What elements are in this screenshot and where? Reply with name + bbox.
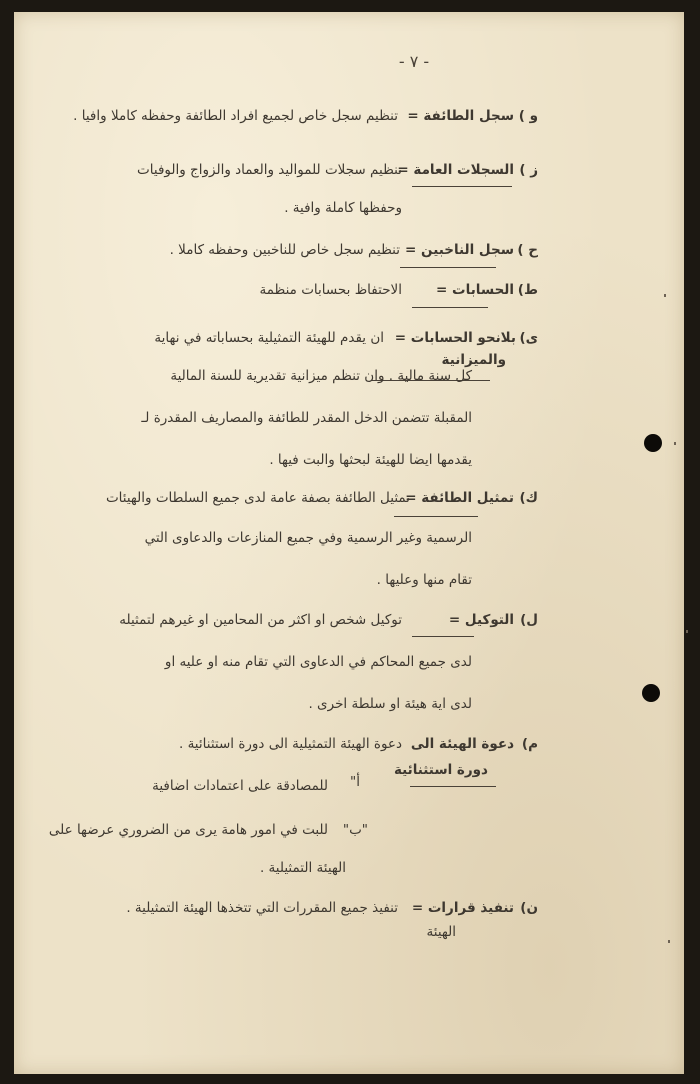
- document-page: [14, 12, 684, 1074]
- item-text: ان يقدم للهيئة التمثيلية بحساباته في نهاية: [154, 330, 384, 346]
- item-text: توكيل شخص او اكثر من المحامين او غيرهم لتمثيله: [119, 612, 402, 628]
- item-heading-second-line: دورة استثنائية: [393, 762, 488, 778]
- margin-mark: [668, 940, 670, 943]
- heading-underline: [412, 636, 474, 637]
- margin-mark: [674, 442, 676, 445]
- item-text: الاحتفاظ بحسابات منظمة: [259, 282, 402, 298]
- item-heading: الحسابات =: [436, 282, 514, 298]
- item-text: تمثيل الطائفة بصفة عامة لدى جميع السلطات والهيئات: [105, 490, 410, 506]
- item-ha: [38, 242, 538, 276]
- item-text: تنفيذ جميع المقررات التي تتخذها الهيئة التمثيلية .: [126, 900, 398, 916]
- item-waw: [38, 108, 538, 142]
- item-marker: ز ): [519, 162, 538, 178]
- item-marker: ل): [520, 612, 538, 628]
- item-marker: ى): [519, 330, 538, 346]
- item-kaf: [38, 490, 538, 524]
- heading-underline: [412, 186, 512, 187]
- item-marker: ن): [520, 900, 538, 916]
- margin-mark: [664, 294, 666, 297]
- margin-mark: [686, 630, 688, 633]
- continuation-line: كل سنة مالية . وان تنظم ميزانية تقديرية للسنة المالية: [170, 368, 472, 384]
- item-heading-second-line: والميزانية: [441, 352, 506, 368]
- continuation-line: لدى جميع المحاكم في الدعاوى التي تقام منه او عليه او: [164, 654, 472, 670]
- item-text: دعوة الهيئة التمثيلية الى دورة استثنائية .: [178, 736, 402, 752]
- item-marker: و ): [518, 108, 538, 124]
- continuation-line: تقام منها وعليها .: [376, 572, 472, 588]
- item-heading: السجلات العامة =: [397, 162, 514, 178]
- item-text: تنظيم سجل خاص للناخبين وحفظه كاملا .: [169, 242, 400, 258]
- item-marker: م): [521, 736, 538, 752]
- page-number: - ٧ -: [398, 52, 430, 71]
- item-heading: تنفيذ قرارات =: [411, 900, 514, 916]
- item-ta: [38, 282, 538, 316]
- item-lam: [38, 612, 538, 646]
- heading-underline: [412, 307, 488, 308]
- continuation-line: المقبلة تتضمن الدخل المقدر للطائفة والمصاريف المقدرة لـ: [141, 410, 472, 426]
- continuation-line: وحفظها كاملة وافية .: [284, 200, 402, 216]
- continuation-line: يقدمها ايضا للهيئة لبحثها والبت فيها .: [269, 452, 472, 468]
- heading-underline: [410, 786, 496, 787]
- subitem-continuation: الهيئة التمثيلية .: [259, 860, 346, 876]
- continuation-line: لدى اية هيئة او سلطة اخرى .: [308, 696, 472, 712]
- item-heading: بلانحو الحسابات =: [394, 330, 516, 346]
- continuation-line: الهيئة: [426, 924, 456, 940]
- heading-underline: [394, 516, 478, 517]
- subitem-label: أ": [350, 774, 360, 790]
- punch-hole: [644, 434, 662, 452]
- item-marker: ك): [519, 490, 538, 506]
- item-heading: سجل الناخبين =: [405, 242, 514, 258]
- item-marker: ح ): [517, 242, 538, 258]
- subitem-label: "ب": [342, 822, 368, 838]
- item-heading: سجل الطائفة =: [407, 108, 514, 124]
- item-nun: [38, 900, 538, 934]
- item-heading: تمثيل الطائفة =: [405, 490, 514, 506]
- item-text: تنظيم سجل خاص لجميع افراد الطائفة وحفظه كاملا وافيا .: [73, 108, 398, 124]
- item-marker: ط): [517, 282, 538, 298]
- continuation-line: الرسمية وغير الرسمية وفي جميع المنازعات والدعاوى التي: [144, 530, 472, 546]
- punch-hole: [642, 684, 660, 702]
- heading-underline: [400, 267, 496, 268]
- item-heading: التوكيل =: [448, 612, 514, 628]
- subitem-text: للمصادقة على اعتمادات اضافية: [152, 778, 328, 794]
- item-text: تنظيم سجلات للمواليد والعماد والزواج والوفيات: [137, 162, 402, 178]
- item-zay: [38, 162, 538, 196]
- item-heading: دعوة الهيئة الى: [410, 736, 514, 752]
- subitem-text: للبت في امور هامة يرى من الضروري عرضها على: [48, 822, 328, 838]
